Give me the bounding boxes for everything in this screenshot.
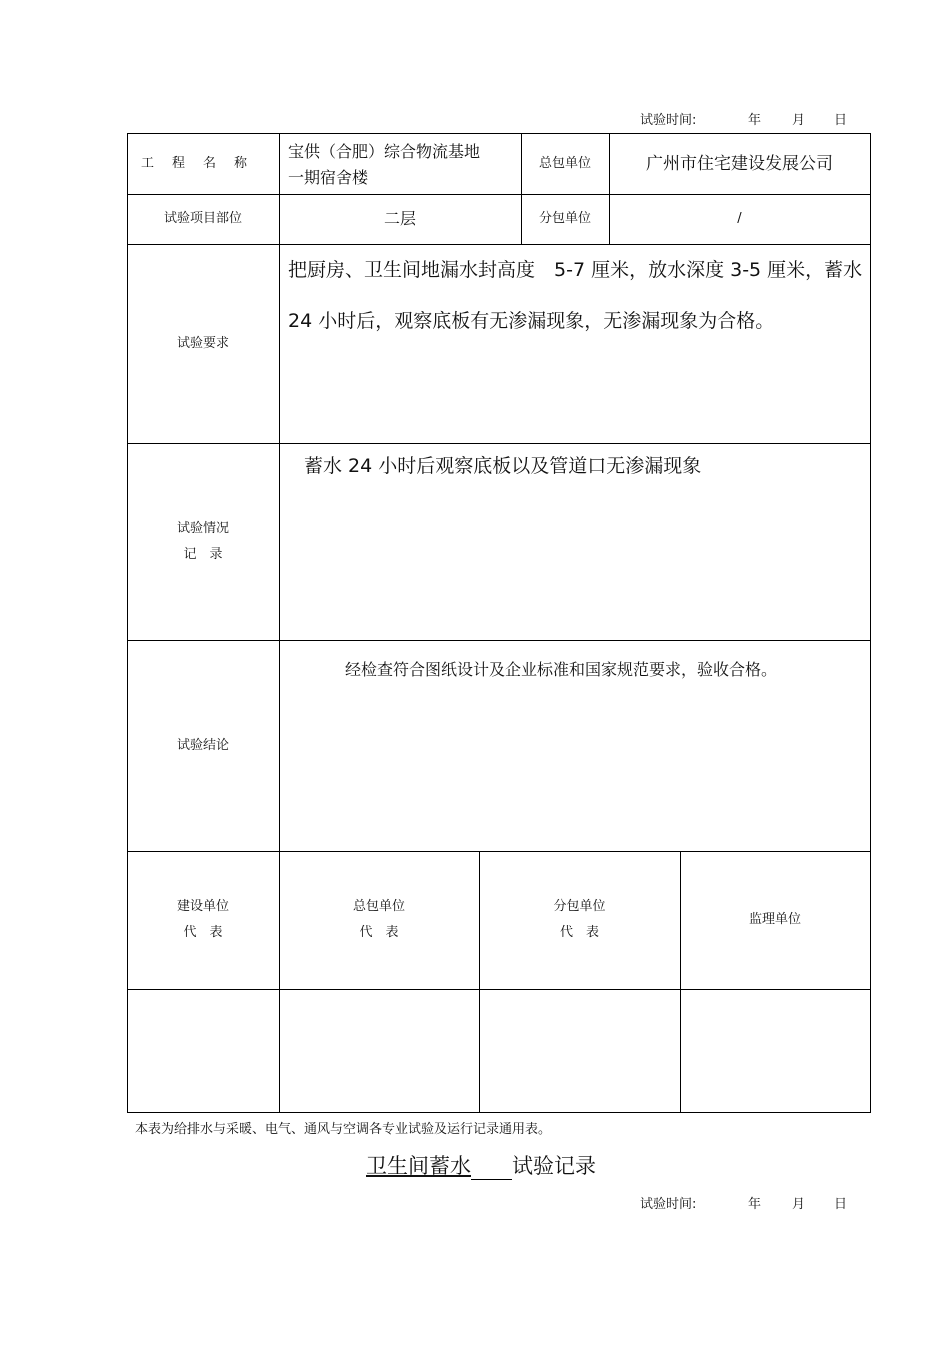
date-year: 年: [748, 113, 762, 128]
project-name-line1: 宝供（合肥）综合物流基地: [288, 141, 481, 161]
test-date-bottom: [640, 1193, 847, 1212]
table-border-bottom: [127, 1112, 871, 1113]
date-month: 月: [792, 113, 806, 128]
subcontractor-label: 分包单位: [538, 211, 591, 226]
general-contractor-label: 总包单位: [538, 155, 591, 171]
test-date-top: [640, 109, 847, 128]
test-location-value: 二层: [383, 209, 416, 228]
project-name-line2: 一期宿舍楼: [288, 167, 369, 187]
general-contractor-value: 广州市住宅建设发展公司: [646, 153, 833, 174]
project-name-value: [288, 135, 521, 194]
title-main: 卫生间蓄水: [366, 1154, 471, 1178]
general-rep-label: [279, 851, 479, 989]
date-year: 年: [748, 1197, 762, 1212]
sub-signature-cell: [479, 989, 680, 1112]
subcontractor-value: /: [737, 211, 742, 226]
supervisor-label: 监理单位: [748, 912, 801, 927]
title-blank-underline: [471, 1157, 512, 1180]
date-day: 日: [834, 1197, 848, 1212]
supervisor-signature-cell: [680, 989, 870, 1112]
builder-rep-line2: 代 表: [183, 925, 223, 940]
builder-rep-label: [127, 851, 279, 989]
record-label-line2: 记 录: [183, 546, 223, 562]
record-label-line1: 试验情况: [176, 520, 229, 536]
test-record-table: [127, 133, 871, 1113]
builder-signature-cell: [127, 989, 279, 1112]
date-month: 月: [792, 1197, 806, 1212]
conclusion-text: 经检查符合图纸设计及企业标准和国家规范要求，验收合格。: [345, 660, 778, 679]
sub-rep-line1: 分包单位: [553, 899, 606, 914]
general-signature-cell: [279, 989, 479, 1112]
general-rep-line1: 总包单位: [352, 899, 405, 914]
test-location-label: 试验项目部位: [163, 211, 242, 226]
sub-rep-line2: 代 表: [559, 925, 599, 940]
table-footnote: 本表为给排水与采暖、电气、通风与空调各专业试验及运行记录通用表。: [135, 1122, 552, 1137]
builder-rep-line1: 建设单位: [176, 899, 229, 914]
project-name-label: 工程名称: [140, 155, 265, 171]
document-title: [366, 1150, 596, 1180]
title-suffix: 试验记录: [512, 1154, 596, 1178]
project-name-label-cell: [127, 133, 279, 194]
test-date-label: 试验时间:: [640, 113, 697, 128]
sub-rep-label: [479, 851, 680, 989]
test-date-label: 试验时间:: [640, 1197, 697, 1212]
conclusion-label: 试验结论: [176, 737, 229, 753]
record-text: 蓄水 24 小时后观察底板以及管道口无渗漏现象: [304, 455, 702, 477]
date-day: 日: [834, 113, 848, 128]
table-border-right: [870, 133, 871, 1113]
requirement-label: 试验要求: [176, 335, 229, 351]
requirement-text: 把厨房、卫生间地漏水封高度 5-7 厘米，放水深度 3-5 厘米，蓄水 24 小时后，观察底板有无渗漏现象，无渗漏现象为合格。: [288, 259, 863, 332]
record-label: [127, 443, 279, 640]
general-rep-line2: 代 表: [359, 925, 399, 940]
